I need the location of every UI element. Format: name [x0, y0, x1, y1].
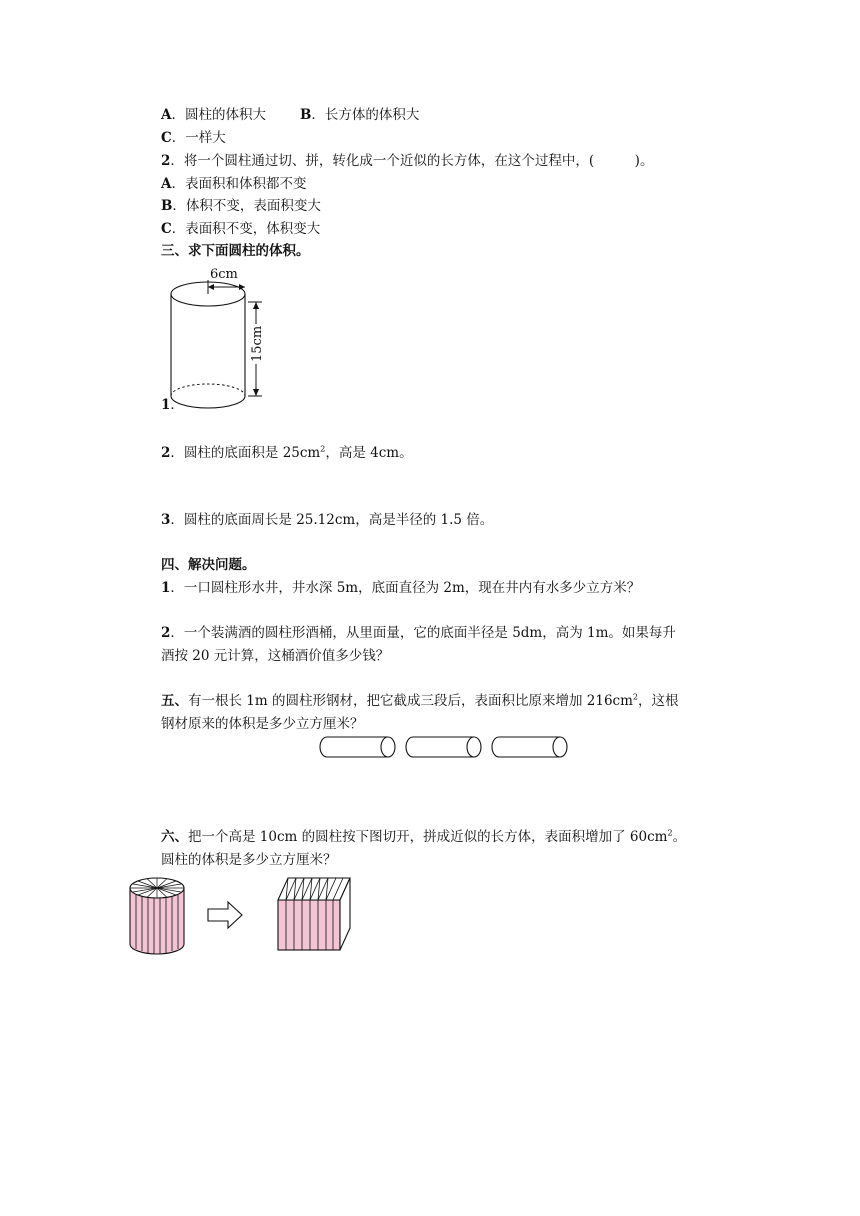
arrow-right-icon — [208, 902, 242, 928]
question-text: ．一口圆柱形水井，井水深 5m，底面直径为 2m，现在井内有水多少立方米？ — [170, 580, 641, 596]
option-c-label: C — [161, 221, 172, 237]
section-5-line-1 — [161, 692, 679, 710]
question-text-b: ，高是 4cm。 — [325, 445, 413, 461]
question-2-line-1 — [161, 624, 676, 642]
question-number: 1 — [161, 580, 171, 596]
superscript: 2 — [667, 828, 673, 838]
question-1-number — [161, 396, 184, 414]
option-c-text: ．表面积不变，体积变大 — [171, 221, 321, 237]
option-a-text: ．表面积和体积都不变 — [171, 176, 307, 192]
section-5-line-2 — [161, 715, 364, 733]
question-2-stem — [161, 152, 653, 170]
question-dot: ． — [170, 397, 184, 413]
question-number: 3 — [161, 512, 171, 528]
cylinder-figure — [150, 262, 280, 414]
arrow-icon — [208, 284, 214, 290]
cut-cylinder-to-cuboid-figure — [128, 870, 358, 958]
question-number: 2 — [161, 153, 171, 169]
rod-segment — [492, 737, 567, 757]
three-rod-segments-figure — [318, 734, 573, 760]
option-b-text: ．体积不变，表面积变大 — [172, 198, 321, 214]
option-a-text: ．圆柱的体积大 — [171, 107, 266, 123]
option-a-label: A — [161, 107, 172, 123]
q2-option-b — [161, 197, 321, 215]
sliced-cylinder — [130, 878, 184, 954]
arrow-icon — [253, 389, 259, 396]
question-number: 2 — [161, 445, 171, 461]
problem-text: 。 — [672, 829, 687, 845]
question-1 — [161, 579, 640, 597]
rod-segment — [406, 737, 481, 757]
problem-text: 圆柱的体积是多少立方厘米？ — [161, 852, 337, 868]
question-text: ．将一个圆柱通过切、拼，转化成一个近似的长方体，在这个过程中，( )。 — [170, 153, 654, 169]
option-b-text: ．长方体的体积大 — [311, 107, 420, 123]
section-5-heading: 五、 — [161, 693, 188, 709]
question-text: ．一个装满酒的圆柱形酒桶，从里面量，它的底面半径是 5dm，高为 1m。如果每升 — [170, 625, 676, 641]
section-6-heading: 六、 — [161, 829, 188, 845]
section-6-line-2 — [161, 851, 337, 869]
question-2-line-2 — [161, 647, 389, 665]
option-c-text: ．一样大 — [171, 130, 226, 146]
arrow-icon — [253, 302, 259, 309]
section-4-heading: 四、解决问题。 — [161, 557, 256, 573]
section-3-heading: 三、求下面圆柱的体积。 — [161, 243, 310, 259]
question-3 — [161, 511, 493, 529]
question-2 — [161, 444, 413, 462]
height-label: 15cm — [250, 325, 265, 362]
q2-option-a — [161, 175, 306, 193]
problem-text: 有一根长 1m 的圆柱形钢材，把它截成三段后，表面积比原来增加 216cm — [188, 693, 633, 709]
q1-options-row — [161, 106, 419, 124]
section-6-line-1 — [161, 828, 686, 846]
problem-text: 把一个高是 10cm 的圆柱按下图切开，拼成近似的长方体，表面积增加了 60cm — [188, 829, 668, 845]
option-a-label: A — [161, 176, 172, 192]
question-text-a: ．圆柱的底面积是 25cm — [170, 445, 321, 461]
superscript: 2 — [632, 692, 638, 702]
rod-segment — [320, 737, 395, 757]
option-c-label: C — [161, 130, 172, 146]
question-number: 1 — [161, 397, 171, 413]
superscript: 2 — [320, 444, 326, 454]
q1-option-c — [161, 129, 226, 147]
option-b-label: B — [299, 107, 312, 123]
question-text: ．圆柱的底面周长是 25.12cm，高是半径的 1.5 倍。 — [170, 512, 494, 528]
approximate-cuboid — [278, 878, 350, 950]
problem-text: ，这根 — [638, 693, 679, 709]
problem-text: 钢材原来的体积是多少立方厘米？ — [161, 716, 364, 732]
question-text: 酒按 20 元计算，这桶酒价值多少钱？ — [161, 648, 390, 664]
diameter-label: 6cm — [210, 267, 238, 282]
question-number: 2 — [161, 625, 171, 641]
cylinder-hidden-edge — [171, 384, 245, 396]
option-b-label: B — [161, 198, 173, 214]
q2-option-c — [161, 220, 320, 238]
